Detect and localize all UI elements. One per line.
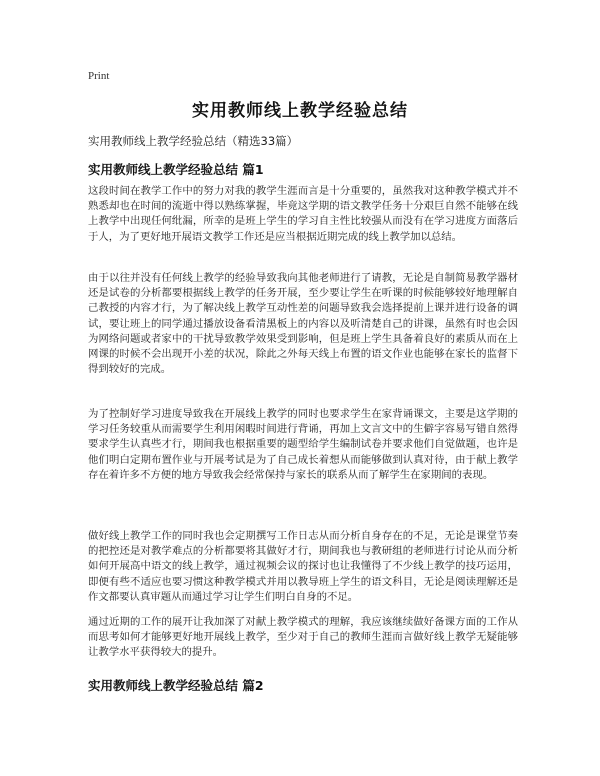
section-heading-2: 实用教师线上教学经验总结 篇2 (88, 678, 264, 693)
paragraph-4: 做好线上教学工作的同时我也会定期撰写工作日志从而分析自身存在的不足，无论是课堂节奏的把控还是对教学难点的分析都要将其做好才行，期间我也与教研组的老师进行讨论从而分析如何开展高中语文的线上教学，通过视频会议的探讨也让我懂得了不少线上教学的技巧运用，即便有些不适应也要习惯这种教学模式并用以教导班上学生的语文科目，无论是阅读理解还是作文都要认真审题从而通过学习让学生们明白自身的不足。 (88, 530, 518, 603)
paragraph-3: 为了控制好学习进度导致我在开展线上教学的同时也要求学生在家背诵课文，主要是这学期的学习任务较重从而需要学生利用闲暇时间进行背诵，再加上文言文中的生僻字容易写错自然得要求学生认真些才行，期间我也根据重要的题型给学生编制试卷并要求他们自觉做题，也许是他们明白定期布置作业与开展考试是为了自己成长着想从而能够做到认真对待，由于献上教学存在着许多不方便的地方导致我会经常保持与家长的联系从而了解学生在家期间的表现。 (88, 408, 518, 481)
paragraph-5: 通过近期的工作的展开让我加深了对献上教学模式的理解，我应该继续做好备课方面的工作从而思考如何才能够更好地开展线上教学，至少对于自己的教师生涯而言做好线上教学无疑能够让教学水平获得较大的提升。 (88, 616, 518, 659)
paragraph-2: 由于以往并没有任何线上教学的经验导致我向其他老师进行了请教，无论是自制简易教学器材还是试卷的分析都要根据线上教学的任务开展，至少要让学生在听课的时候能够较好地理解自己教授的内容才行，为了解决线上教学互动性差的问题导致我会选择提前上课并进行设备的调试，要让班上的同学通过播放设备看清黑板上的内容以及听清楚自己的讲课，虽然有时也会因为网络问题或者家中的干扰导致教学效果受到影响，但是班上学生具备着良好的素质从而在上网课的时候不会出现开小差的状况，除此之外每天线上布置的语文作业也能够在家长的监督下得到较好的完成。 (88, 272, 518, 376)
document-subtitle: 实用教师线上教学经验总结（精选33篇） (88, 134, 299, 148)
document-title: 实用教师线上教学经验总结 (192, 101, 408, 121)
paragraph-1: 这段时间在教学工作中的努力对我的教学生涯而言是十分重要的，虽然我对这种教学模式并不熟悉却也在时间的流逝中得以熟练掌握，毕竟这学期的语文教学任务十分艰巨自然不能够在线上教学中出现任何纰漏，所幸的是班上学生的学习自主性比较强从而没有在学习进度方面落后于人，为了更好地开展语文教学工作还是应当根据近期完成的线上教学加以总结。 (88, 185, 518, 243)
section-heading-1: 实用教师线上教学经验总结 篇1 (88, 162, 264, 177)
print-link[interactable]: Print (88, 70, 110, 82)
